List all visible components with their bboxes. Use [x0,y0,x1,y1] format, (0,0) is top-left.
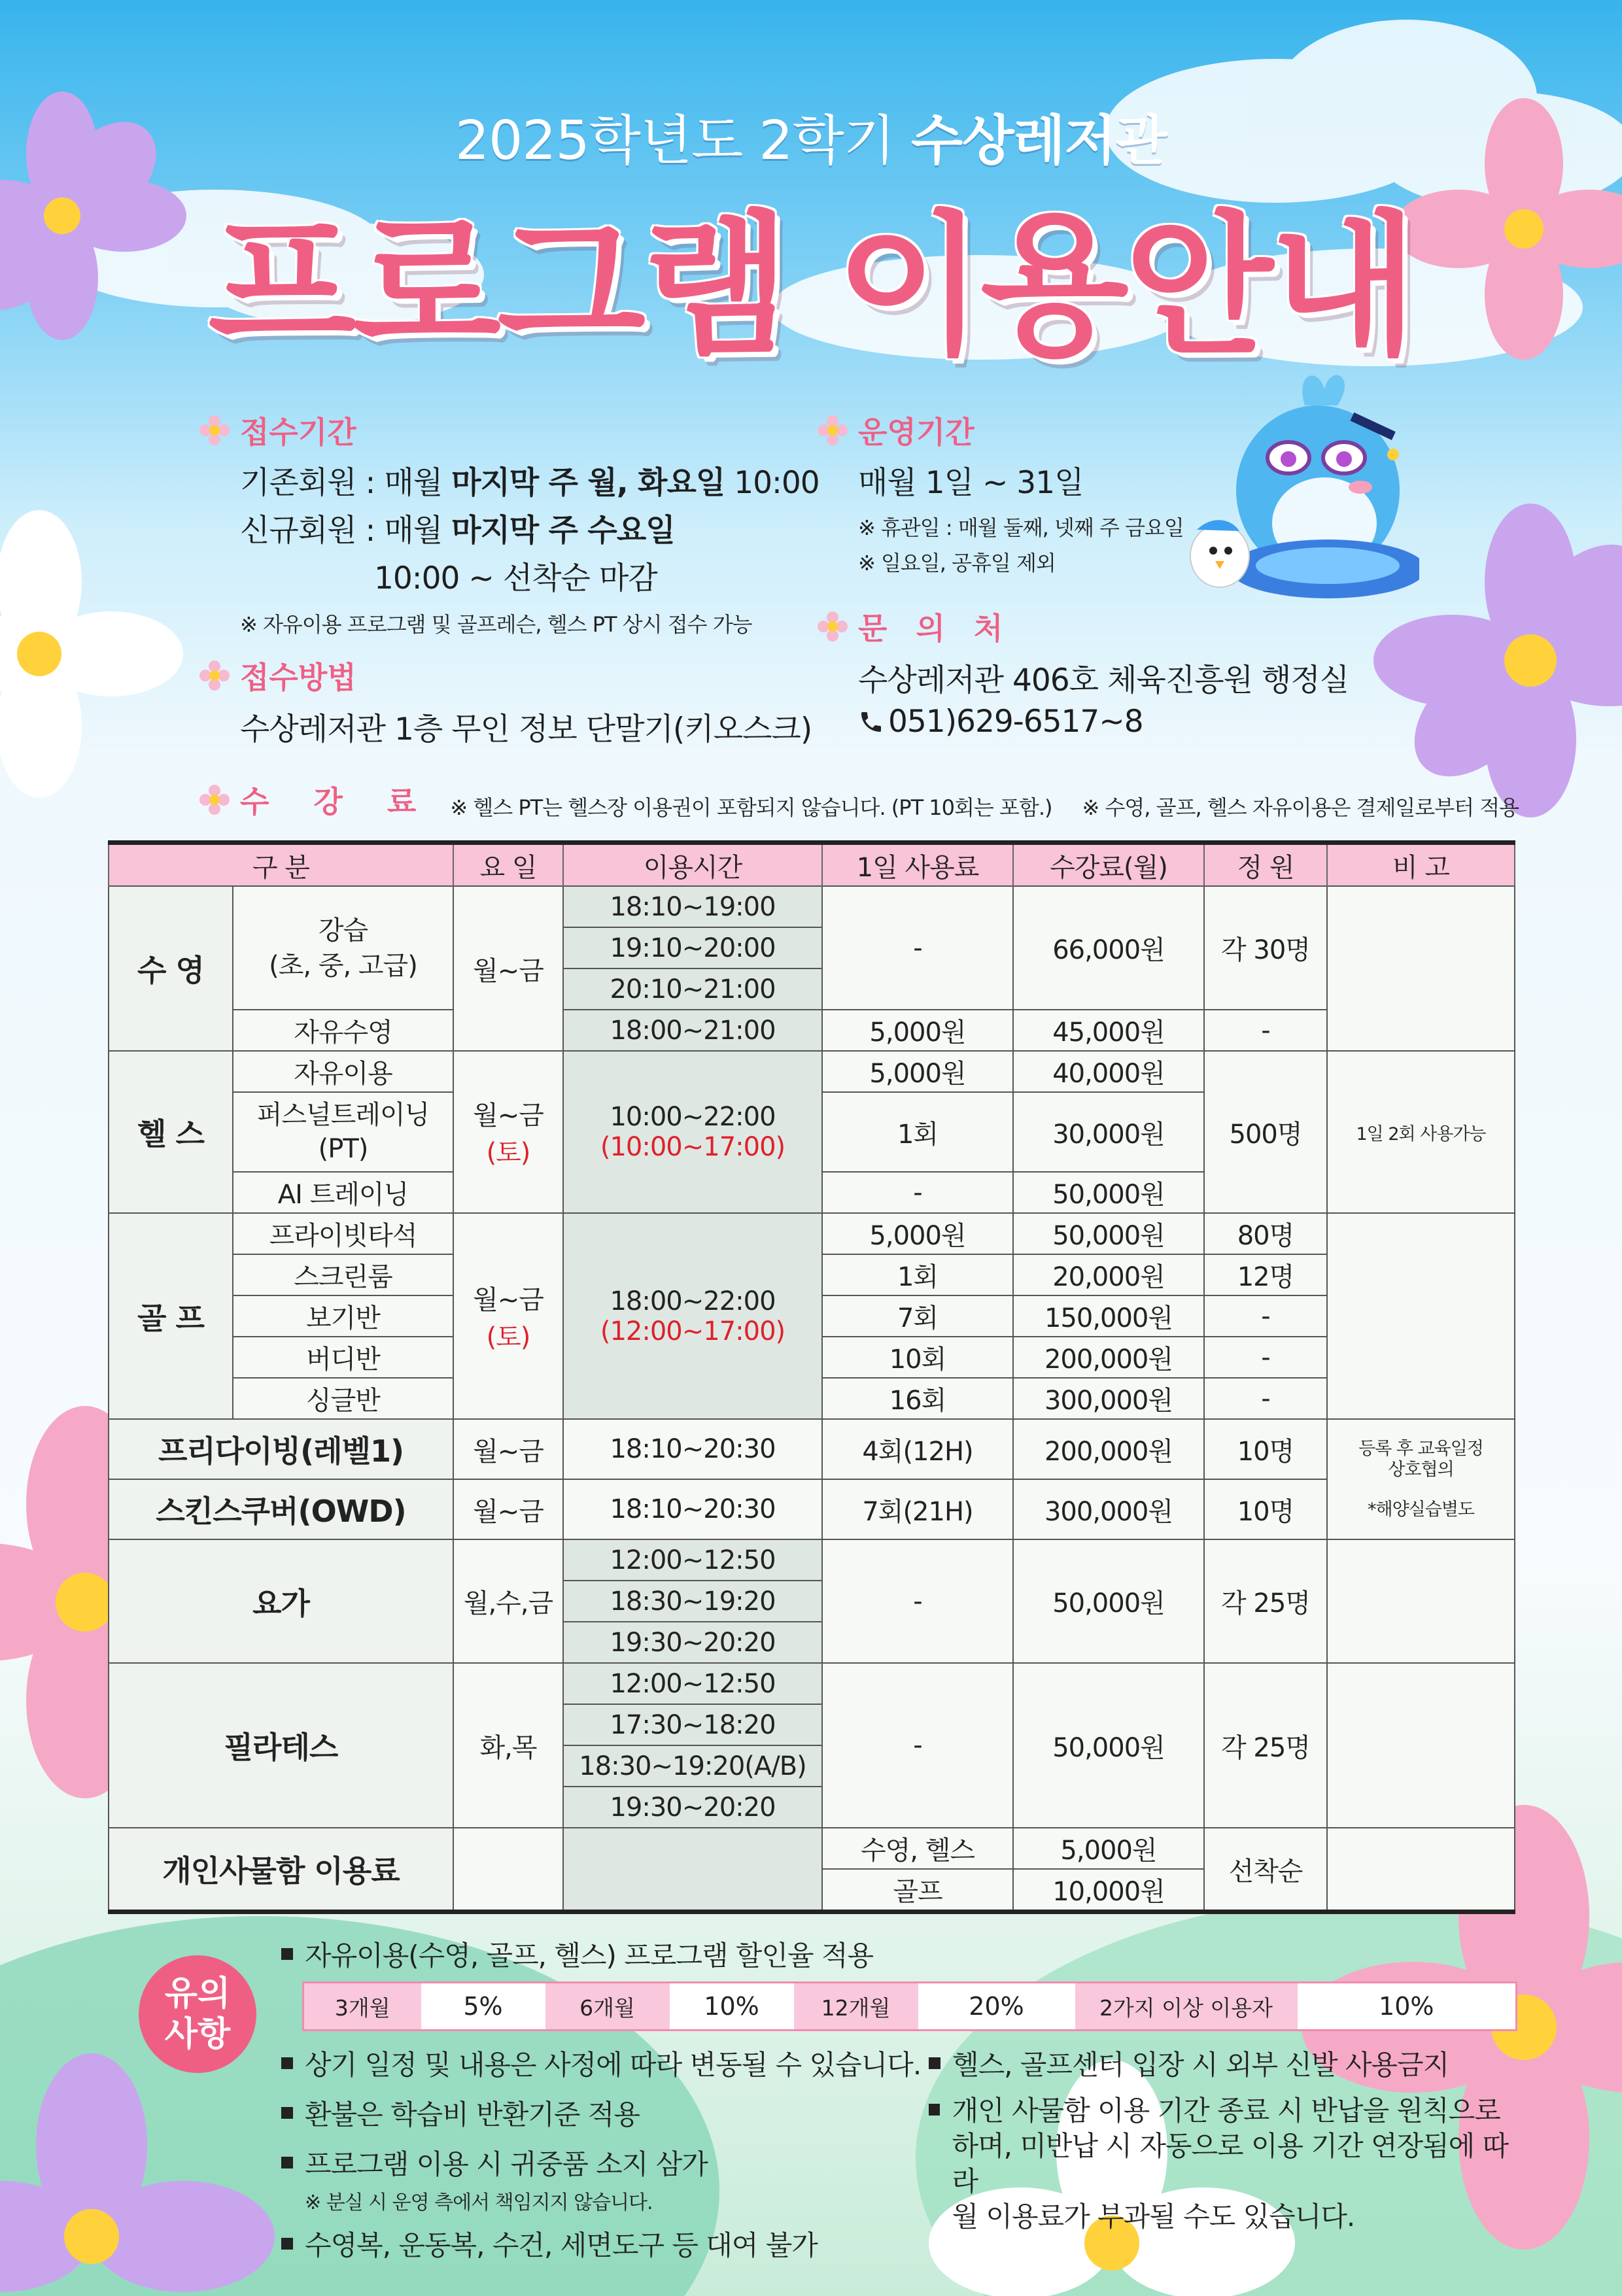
notice-badge [139,1955,256,2073]
reception-period-title: 접수기간 [240,415,356,450]
golf-days [453,1213,563,1419]
golf-daily-3: 7회 [822,1295,1013,1337]
health-fee-3: 50,000원 [1013,1172,1204,1213]
existing-member-line [240,458,820,502]
notice-right-list [929,2044,1517,2235]
golf-fee-1: 50,000원 [1013,1213,1204,1254]
health-days-saturday: (토) [486,1138,530,1168]
flower-icon [818,611,848,642]
pilates-daily: - [822,1663,1013,1828]
discount-value-multi: 10% [1379,1992,1434,2021]
golf-fee-2: 20,000원 [1013,1254,1204,1295]
fees-heading [199,778,433,821]
golf-capacity-5: - [1204,1378,1327,1419]
existing-days: 마지막 주 월, 화요일 [451,465,725,501]
diving-remark-schedule: 등록 후 교육일정 상호협의 [1358,1438,1483,1480]
pilates-remark [1327,1663,1515,1828]
list-item [929,2044,1517,2083]
yoga-time-1: 12:00~12:50 [563,1539,822,1581]
list-item [281,2143,929,2182]
notice-valuables-subnote: ※ 분실 시 운영 측에서 책임지지 않습니다. [305,2191,653,2214]
pilates-category: 필라테스 [109,1663,453,1828]
notice-left-list [281,2044,929,2263]
whale-mascot-illustration [1184,360,1419,608]
notice-badge-text: 유의 사항 [164,1974,231,2054]
new-member-line [240,506,820,550]
swim-lesson-fee: 66,000원 [1013,886,1204,1010]
table-row [109,1213,1515,1254]
contact-phone-line [858,704,1349,740]
notice-item-schedule: 상기 일정 및 내용은 사정에 따라 변동될 수 있습니다. [305,2049,922,2081]
health-days [453,1051,563,1213]
bullet-icon [281,2107,293,2119]
contact-office: 수상레저관 406호 체육진흥원 행정실 [858,662,1349,698]
swim-remark [1327,886,1515,1051]
yoga-capacity: 각 25명 [1204,1539,1327,1663]
golf-daily-4: 10회 [822,1337,1013,1378]
holiday-note: ※ 일요일, 공휴일 제외 [858,551,1056,575]
table-row [109,1479,1515,1539]
flower-icon [199,785,230,815]
reception-period-section [199,409,820,638]
bullet-icon [281,2238,293,2250]
health-time [563,1051,822,1213]
discount-label-6m: 6개월 [545,1983,670,2030]
swim-free-daily: 5,000원 [822,1010,1013,1051]
table-row [109,1663,1515,1704]
golf-time [563,1213,822,1419]
flower-icon [199,415,230,445]
table-row [109,1828,1515,1869]
yoga-category: 요가 [109,1539,453,1663]
operation-period-title: 운영기간 [858,415,975,450]
golf-fee-4: 200,000원 [1013,1337,1204,1378]
locker-item-1: 수영, 헬스 [822,1828,1013,1869]
pilates-time-4: 19:30~20:20 [563,1787,822,1828]
swim-free-time: 18:00~21:00 [563,1010,822,1051]
reception-method-text: 수상레저관 1층 무인 정보 단말기(키오스크) [240,711,812,747]
scuba-time: 18:10~20:30 [563,1479,822,1539]
bullet-icon [281,2057,293,2069]
locker-fee-1: 5,000원 [1013,1828,1204,1869]
subtitle-year: 2025학년도 2학기 [455,110,895,172]
locker-item-2: 골프 [822,1869,1013,1912]
health-fee-2: 30,000원 [1013,1092,1204,1172]
golf-item-5: 싱글반 [233,1378,453,1419]
bullet-icon [281,2157,293,2168]
fee-table [108,840,1515,1914]
scuba-category: 스킨스쿠버(OWD) [109,1479,453,1539]
locker-days [453,1828,563,1912]
golf-daily-5: 16회 [822,1378,1013,1419]
locker-capacity: 선착순 [1204,1828,1327,1912]
reception-method-title: 접수방법 [240,660,356,695]
discount-label-3m: 3개월 [303,1983,421,2030]
health-daily-1: 5,000원 [822,1051,1013,1092]
diving-remark-practice: *해양실습별도 [1368,1499,1474,1520]
header-time: 이용시간 [563,843,822,887]
swim-time-1: 18:10~19:00 [563,886,822,927]
golf-time-saturday: (12:00~17:00) [600,1316,785,1346]
discount-label-multi: 2가지 이상 이용자 [1075,1983,1298,2030]
golf-days-saturday: (토) [486,1322,530,1352]
golf-fee-3: 150,000원 [1013,1295,1204,1337]
flower-icon [199,660,230,691]
golf-item-4: 버디반 [233,1337,453,1378]
header-capacity: 정 원 [1204,843,1327,887]
reception-note: ※ 자유이용 프로그램 및 골프레슨, 헬스 PT 상시 접수 가능 [240,612,752,637]
table-row [109,1539,1515,1581]
subtitle-venue: 수상레저관 [911,110,1167,172]
scuba-days: 월~금 [453,1479,563,1539]
golf-category: 골 프 [109,1213,233,1419]
golf-capacity-4: - [1204,1337,1327,1378]
header-monthly-fee: 수강료(월) [1013,843,1204,887]
existing-time: 10:00 [734,465,820,501]
yoga-days: 월,수,금 [453,1539,563,1663]
health-item-free: 자유이용 [233,1051,453,1092]
swim-category: 수 영 [109,886,233,1051]
scuba-fee: 300,000원 [1013,1479,1204,1539]
yoga-time-3: 19:30~20:20 [563,1622,822,1663]
existing-label: 기존회원 : 매월 [240,465,443,501]
notice-item-shoes: 헬스, 골프센터 입장 시 외부 신발 사용금지 [952,2049,1449,2081]
swim-free-capacity: - [1204,1010,1327,1051]
yoga-time-2: 18:30~19:20 [563,1581,822,1622]
golf-fee-5: 300,000원 [1013,1378,1204,1419]
notice-item-valuables: 프로그램 이용 시 귀중품 소지 삼가 [305,2148,708,2180]
health-daily-3: - [822,1172,1013,1213]
pilates-fee: 50,000원 [1013,1663,1204,1828]
swim-lesson-label: 강습 (초, 중, 고급) [233,886,453,1010]
operation-period-heading [818,409,1184,452]
golf-capacity-3: - [1204,1295,1327,1337]
reception-method-section [199,654,812,749]
freediving-capacity: 10명 [1204,1419,1327,1479]
discount-value-3m: 5% [463,1992,503,2021]
health-category: 헬 스 [109,1051,233,1213]
page-title: 프로그램 이용안내 [208,197,1414,376]
locker-time [563,1828,822,1912]
golf-item-3: 보기반 [233,1295,453,1337]
health-capacity: 500명 [1204,1051,1327,1213]
closed-day-note: ※ 휴관일 : 매월 둘째, 넷째 주 금요일 [858,515,1184,540]
bullet-icon [929,2057,940,2069]
yoga-daily: - [822,1539,1013,1663]
swim-days: 월~금 [453,886,563,1051]
golf-capacity-1: 80명 [1204,1213,1327,1254]
notice-item-rental: 수영복, 운동복, 수건, 세면도구 등 대여 불가 [305,2229,818,2261]
reception-method-heading [199,654,812,697]
golf-remark [1327,1213,1515,1419]
contact-section [818,605,1349,740]
health-fee-1: 40,000원 [1013,1051,1204,1092]
discount-value-6m: 10% [704,1992,759,2021]
operation-period-section [818,409,1184,577]
pilates-time-2: 17:30~18:20 [563,1704,822,1745]
freediving-daily: 4회(12H) [822,1419,1013,1479]
list-item [281,2044,929,2083]
freediving-time: 18:10~20:30 [563,1419,822,1479]
pilates-time-1: 12:00~12:50 [563,1663,822,1704]
header-category: 구 분 [109,843,453,887]
table-row [109,1419,1515,1479]
table-header-row [109,843,1515,887]
scuba-daily: 7회(21H) [822,1479,1013,1539]
list-item [281,2093,929,2133]
golf-daily-2: 1회 [822,1254,1013,1295]
operation-period-text: 매월 1일 ~ 31일 [858,465,1084,501]
health-time-weekday: 10:00~22:00 [610,1102,776,1132]
swim-free-fee: 45,000원 [1013,1010,1204,1051]
new-label: 신규회원 : 매월 [240,513,443,549]
swim-lesson-daily: - [822,886,1013,1010]
health-remark: 1일 2회 사용가능 [1327,1051,1515,1213]
health-time-saturday: (10:00~17:00) [600,1132,785,1162]
yoga-remark [1327,1539,1515,1663]
fees-heading-row [199,778,1519,821]
contact-phone[interactable]: 051)629-6517~8 [888,704,1143,740]
new-member-time: 10:00 ~ 선착순 마감 [374,560,657,596]
discount-title-row [281,1934,873,1974]
table-row [109,1010,1515,1051]
reception-period-heading [199,409,820,452]
golf-item-2: 스크린룸 [233,1254,453,1295]
yoga-fee: 50,000원 [1013,1539,1204,1663]
health-item-ai: AI 트레이닝 [233,1172,453,1213]
fees-title: 수 강 료 [240,784,434,819]
golf-daily-1: 5,000원 [822,1213,1013,1254]
pilates-capacity: 각 25명 [1204,1663,1327,1828]
freediving-fee: 200,000원 [1013,1419,1204,1479]
golf-item-1: 프라이빗타석 [233,1213,453,1254]
header-daily-fee: 1일 사용료 [822,843,1013,887]
bullet-icon [929,2104,940,2116]
locker-fee-2: 10,000원 [1013,1869,1204,1912]
header-remark: 비 고 [1327,843,1515,887]
notice-item-locker: 개인 사물함 이용 기간 종료 시 반납을 원칙으로 하며, 미반납 시 자동으로 이용 기간 연장됨에 따라 월 이용료가 부과될 수도 있습니다. [952,2095,1509,2233]
contact-title: 문 의 처 [858,611,1012,646]
discount-title: 자유이용(수영, 골프, 헬스) 프로그램 할인율 적용 [305,1940,874,1972]
table-row [109,1051,1515,1092]
freediving-days: 월~금 [453,1419,563,1479]
contact-heading [818,605,1349,648]
pilates-time-3: 18:30~19:20(A/B) [563,1745,822,1787]
swim-free-label: 자유수영 [233,1010,453,1051]
header-days: 요 일 [453,843,563,887]
new-days: 마지막 주 수요일 [451,513,675,549]
freediving-category: 프리다이빙(레벨1) [109,1419,453,1479]
golf-capacity-2: 12명 [1204,1254,1327,1295]
bullet-icon [281,1948,293,1960]
swim-time-2: 19:10~20:00 [563,927,822,968]
locker-category: 개인사물함 이용료 [109,1828,453,1912]
pilates-days: 화,목 [453,1663,563,1828]
golf-days-weekday: 월~금 [473,1284,544,1315]
fees-note-pt: ※ 헬스 PT는 헬스장 이용권이 포함되지 않습니다. (PT 10회는 포함.) [450,795,1052,820]
flower-icon [818,415,848,445]
discount-table [302,1981,1517,2031]
discount-value-12m: 20% [969,1992,1024,2021]
health-item-pt: 퍼스널트레이닝 (PT) [233,1092,453,1172]
fees-note-free: ※ 수영, 골프, 헬스 자유이용은 결제일로부터 적용 [1082,795,1519,820]
diving-remark [1327,1419,1515,1539]
table-row [109,886,1515,927]
health-daily-2: 1회 [822,1092,1013,1172]
list-item [281,2224,929,2263]
notice-item-refund: 환불은 학습비 반환기준 적용 [305,2099,640,2131]
discount-label-12m: 12개월 [794,1983,918,2030]
list-item [929,2093,1517,2235]
swim-lesson-capacity: 각 30명 [1204,886,1327,1010]
phone-icon [858,709,884,735]
health-days-weekday: 월~금 [473,1101,544,1131]
swim-time-3: 20:10~21:00 [563,968,822,1010]
golf-time-weekday: 18:00~22:00 [610,1286,776,1316]
locker-remark [1327,1828,1515,1912]
scuba-capacity: 10명 [1204,1479,1327,1539]
